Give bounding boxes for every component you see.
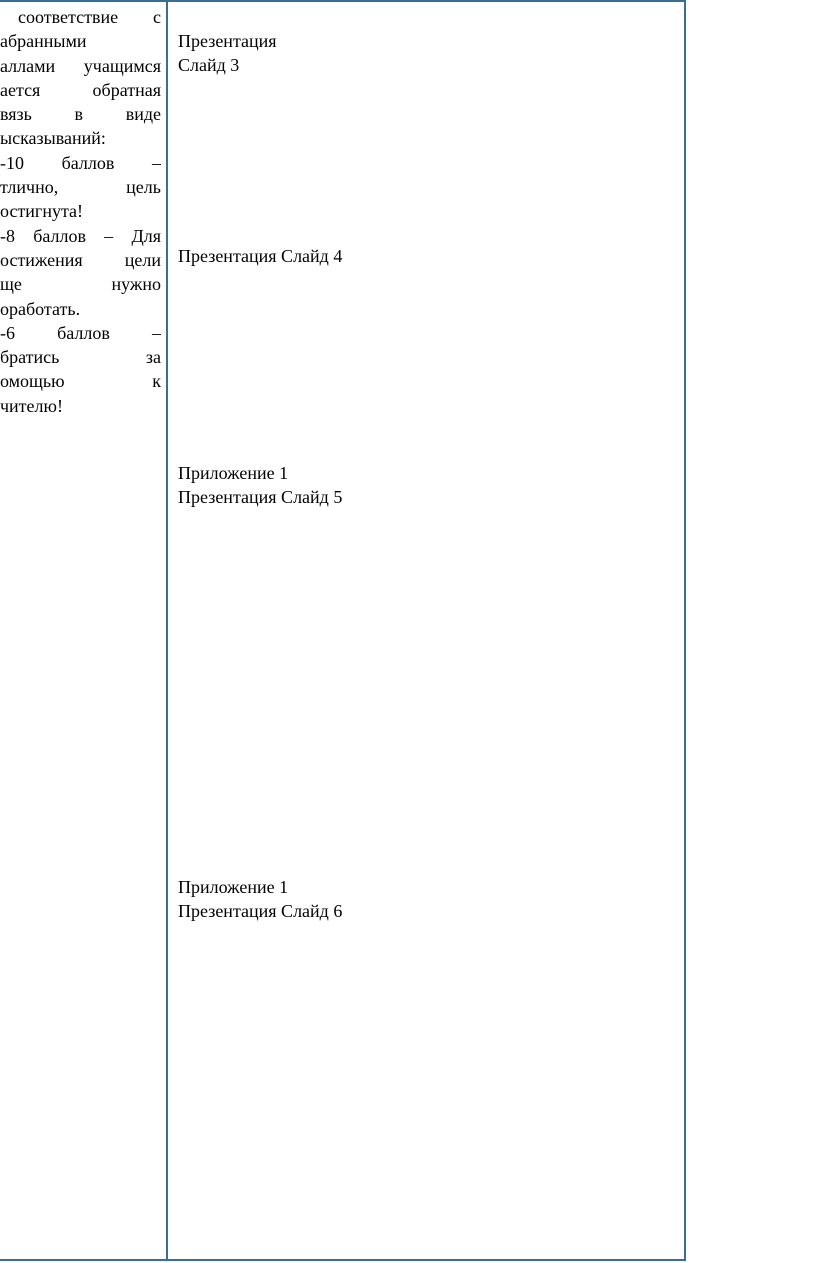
column-divider	[166, 0, 168, 1261]
left-text-line: абранными	[0, 31, 87, 52]
left-text-line: оработать.	[0, 298, 81, 319]
left-text-line: омощью к	[0, 371, 161, 392]
reference-line: Презентация	[178, 31, 277, 51]
table-bottom-border	[0, 1259, 686, 1261]
table-right-border	[684, 0, 686, 1261]
slide-3-reference	[178, 29, 277, 77]
left-text-line: остигнута!	[0, 201, 84, 222]
left-text-line: -6 баллов –	[0, 322, 161, 343]
slide-5-reference	[178, 461, 342, 509]
left-text-line: братись за	[0, 347, 161, 368]
left-text-line: -8 баллов – Для	[0, 225, 161, 246]
left-text-line: ается обратная	[0, 79, 161, 100]
left-text-line: остижения цели	[0, 249, 161, 270]
slide-4-reference	[178, 244, 342, 268]
left-text-line: ысказываний:	[0, 128, 106, 149]
slide-6-reference	[178, 875, 342, 923]
left-text-line: тлично, цель	[0, 177, 161, 198]
left-text-line: -10 баллов –	[0, 152, 161, 173]
left-column-text	[0, 5, 161, 418]
left-text-line: чителю!	[0, 395, 63, 416]
reference-line: Презентация Слайд 6	[178, 901, 343, 921]
left-text-line: вязь в виде	[0, 104, 161, 125]
appendix-line: Приложение 1	[178, 877, 289, 897]
left-text-line: ще нужно	[0, 274, 161, 295]
appendix-line: Приложение 1	[178, 463, 289, 483]
reference-line: Презентация Слайд 5	[178, 487, 343, 507]
reference-line: Слайд 3	[178, 55, 240, 75]
left-text-line: аллами учащимся	[0, 55, 161, 76]
left-text-line: соответствие с	[18, 7, 161, 27]
table-top-border	[0, 0, 686, 2]
reference-line: Презентация Слайд 4	[178, 246, 343, 266]
